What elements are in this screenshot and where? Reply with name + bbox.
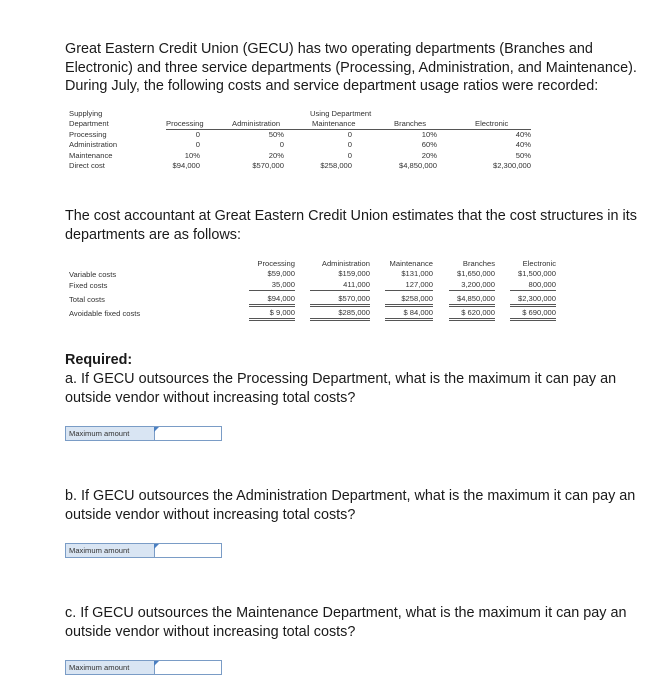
col-header: Branches [394, 119, 427, 129]
answer-label: Maximum amount [66, 427, 154, 440]
col-header: Branches [462, 259, 495, 268]
table-row: Fixed costs 35,000 411,000 127,000 3,200,000 800,000 [69, 279, 556, 290]
col-header: Electronic [522, 259, 556, 268]
table-row: Direct cost $94,000 $570,000 $258,000 $4,850,000 $2,300,000 [69, 160, 531, 170]
answer-b-row [65, 543, 222, 558]
col-header: Maintenance [389, 259, 433, 268]
required-title: Required: [65, 352, 133, 368]
row-header-top: Supplying [69, 109, 103, 118]
col-header: Administration [321, 259, 370, 268]
col-header: Electronic [475, 119, 509, 129]
question-c: c. If GECU outsources the Maintenance Department, what is the maximum it can pay an outside vendor without increasing total costs? [65, 605, 627, 640]
table-row: Administration 0 0 0 60% 40% [69, 140, 531, 150]
group-header: Using Department [310, 109, 372, 118]
answer-label: Maximum amount [66, 544, 154, 557]
table-row: Processing 0 50% 0 10% 40% [69, 129, 531, 139]
col-header: Maintenance [312, 119, 356, 129]
table-row: Avoidable fixed costs $ 9,000 $285,000 $ 84,000 $ 620,000 $ 690,000 [69, 308, 569, 322]
question-b: b. If GECU outsources the Administration Department, what is the maximum it can pay an outside vendor without increasing total costs? [65, 488, 636, 523]
usage-ratio-table [69, 109, 531, 171]
required-flag-icon [154, 544, 159, 549]
cost-structure-table [69, 259, 569, 322]
answer-c-row [65, 660, 222, 675]
answer-b-input[interactable] [154, 544, 221, 557]
question-a: a. If GECU outsources the Processing Department, what is the maximum it can pay an outside vendor without increasing total costs? [65, 371, 617, 406]
answer-a-row [65, 426, 222, 441]
table-row: Maintenance 10% 20% 0 20% 50% [69, 150, 531, 160]
col-header: Processing [257, 259, 295, 268]
intro-paragraph: Great Eastern Credit Union (GECU) has two operating departments (Branches and Electronic) and three service departments (Processing, Administration, and Maintenance). During July, the following costs and service department usage ratios were recorded: [65, 41, 637, 94]
required-flag-icon [154, 427, 159, 432]
col-header: Administration [232, 119, 281, 129]
table-row: Variable costs $59,000 $159,000 $131,000 $1,650,000 $1,500,000 [69, 269, 556, 279]
col-header: Processing [166, 119, 204, 129]
table-row: Total costs $94,000 $570,000 $258,000 $4,850,000 $2,300,000 [69, 293, 569, 308]
answer-a-input[interactable] [154, 427, 221, 440]
cost-structure-paragraph: The cost accountant at Great Eastern Credit Union estimates that the cost structures in its departments are as follows: [65, 208, 637, 243]
required-flag-icon [154, 661, 159, 666]
answer-label: Maximum amount [66, 661, 154, 674]
row-header-bottom: Department [69, 119, 109, 129]
answer-c-input[interactable] [154, 661, 221, 674]
